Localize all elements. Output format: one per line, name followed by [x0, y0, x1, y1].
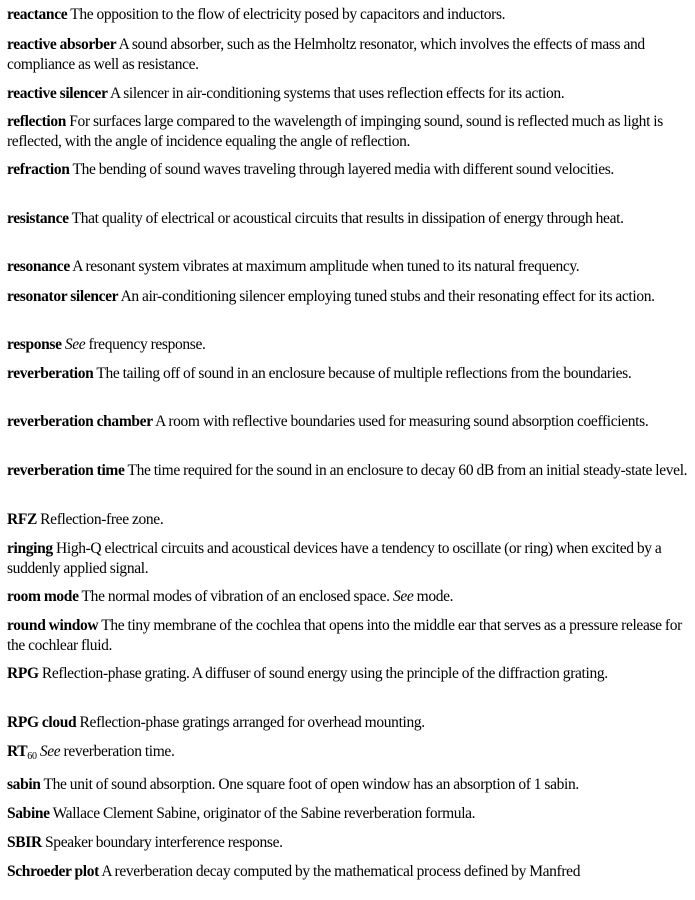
glossary-entry-room-mode	[7, 587, 690, 607]
glossary-definition: The tiny membrane of the cochlea that opens into the middle ear that serves as a pressure release for the cochlear fluid.	[7, 617, 682, 654]
glossary-term: SBIR	[7, 834, 42, 851]
glossary-definition-after: mode.	[413, 588, 454, 605]
glossary-entry-reactive-silencer	[7, 84, 690, 104]
glossary-entry-resonator-silencer	[7, 287, 690, 307]
glossary-definition: Speaker boundary interference response.	[41, 834, 283, 851]
glossary-term: round window	[7, 617, 99, 634]
glossary-term: reactance	[7, 6, 68, 23]
glossary-term: RT	[7, 743, 28, 760]
glossary-entry-ringing	[7, 539, 690, 578]
glossary-term: resonator silencer	[7, 288, 119, 305]
glossary-entry-sabine	[7, 804, 690, 824]
glossary-definition: A sound absorber, such as the Helmholtz resonator, which involves the effects of mass and compliance as well as resistance.	[7, 36, 645, 73]
glossary-term: refraction	[7, 161, 70, 178]
glossary-definition: An air-conditioning silencer employing tuned stubs and their resonating effect for its action.	[118, 288, 655, 305]
glossary-term: sabin	[7, 776, 41, 793]
glossary-entry-response	[7, 335, 690, 355]
glossary-entry-rt60	[7, 742, 690, 762]
glossary-entry-reactive-absorber	[7, 35, 690, 74]
glossary-term: reverberation time	[7, 462, 125, 479]
glossary-entry-sabin	[7, 775, 690, 795]
glossary-term: reactive absorber	[7, 36, 117, 53]
glossary-definition: A silencer in air-conditioning systems that uses reflection effects for its action.	[107, 85, 565, 102]
glossary-entry-refraction	[7, 160, 690, 180]
glossary-term: resistance	[7, 210, 69, 227]
see-reference: See	[389, 588, 414, 605]
glossary-entry-rpg-cloud	[7, 713, 690, 733]
glossary-definition: The tailing off of sound in an enclosure because of multiple reflections from the boundaries.	[93, 365, 632, 382]
glossary-term: reverberation chamber	[7, 413, 153, 430]
glossary-entry-rpg	[7, 664, 690, 684]
glossary-term: reactive silencer	[7, 85, 108, 102]
glossary-entry-schroeder-plot	[7, 862, 690, 882]
glossary-term-subscript: 60	[27, 751, 37, 762]
glossary-definition: A resonant system vibrates at maximum amplitude when tuned to its natural frequency.	[69, 258, 580, 275]
glossary-term: RPG	[7, 665, 39, 682]
glossary-definition: The bending of sound waves traveling through layered media with different sound velocities.	[69, 161, 614, 178]
glossary-definition: Reflection-phase grating. A diffuser of sound energy using the principle of the diffraction grating.	[38, 665, 608, 682]
glossary-entry-round-window	[7, 616, 690, 655]
glossary-term: RPG cloud	[7, 714, 77, 731]
glossary-definition: High-Q electrical circuits and acoustical devices have a tendency to oscillate (or ring) when excited by a suddenly applied signal.	[7, 540, 662, 577]
glossary-definition: For surfaces large compared to the wavelength of impinging sound, sound is reflected much as light is reflected, with the angle of incidence equaling the angle of reflection.	[7, 113, 663, 150]
glossary-definition: The opposition to the flow of electricity posed by capacitors and inductors.	[67, 6, 506, 23]
glossary-term: Schroeder plot	[7, 863, 99, 880]
glossary-term: Sabine	[7, 805, 50, 822]
glossary-entry-reverberation-chamber	[7, 412, 690, 432]
see-reference: See	[36, 743, 61, 760]
glossary-definition: The unit of sound absorption. One square foot of open window has an absorption of 1 sabin.	[40, 776, 579, 793]
glossary-entry-reverberation-time	[7, 461, 690, 481]
glossary-term: ringing	[7, 540, 53, 557]
glossary-definition: That quality of electrical or acoustical circuits that results in dissipation of energy through heat.	[68, 210, 624, 227]
see-reference: See	[61, 336, 86, 353]
glossary-definition: A reverberation decay computed by the mathematical process defined by Manfred	[98, 863, 581, 880]
glossary-definition: The normal modes of vibration of an enclosed space.	[78, 588, 390, 605]
glossary-term: room mode	[7, 588, 79, 605]
glossary-definition: reverberation time.	[60, 743, 175, 760]
glossary-term: resonance	[7, 258, 70, 275]
glossary-entry-sbir	[7, 833, 690, 853]
glossary-term: reflection	[7, 113, 67, 130]
glossary-definition: frequency response.	[85, 336, 206, 353]
glossary-entry-reverberation	[7, 364, 690, 384]
glossary-entry-reflection	[7, 112, 690, 151]
glossary-entry-resistance	[7, 209, 690, 229]
glossary-definition: Wallace Clement Sabine, originator of the Sabine reverberation formula.	[49, 805, 476, 822]
glossary-definition: A room with reflective boundaries used for measuring sound absorption coefficients.	[152, 413, 649, 430]
glossary-term: response	[7, 336, 62, 353]
glossary-entry-reactance	[7, 5, 690, 25]
glossary-definition: Reflection-phase gratings arranged for overhead mounting.	[76, 714, 425, 731]
glossary-definition: The time required for the sound in an enclosure to decay 60 dB from an initial steady-state level.	[124, 462, 688, 479]
glossary-entry-rfz	[7, 510, 690, 530]
glossary-term: RFZ	[7, 511, 37, 528]
glossary-term: reverberation	[7, 365, 94, 382]
glossary-definition: Reflection-free zone.	[36, 511, 164, 528]
glossary-entry-resonance	[7, 257, 690, 277]
